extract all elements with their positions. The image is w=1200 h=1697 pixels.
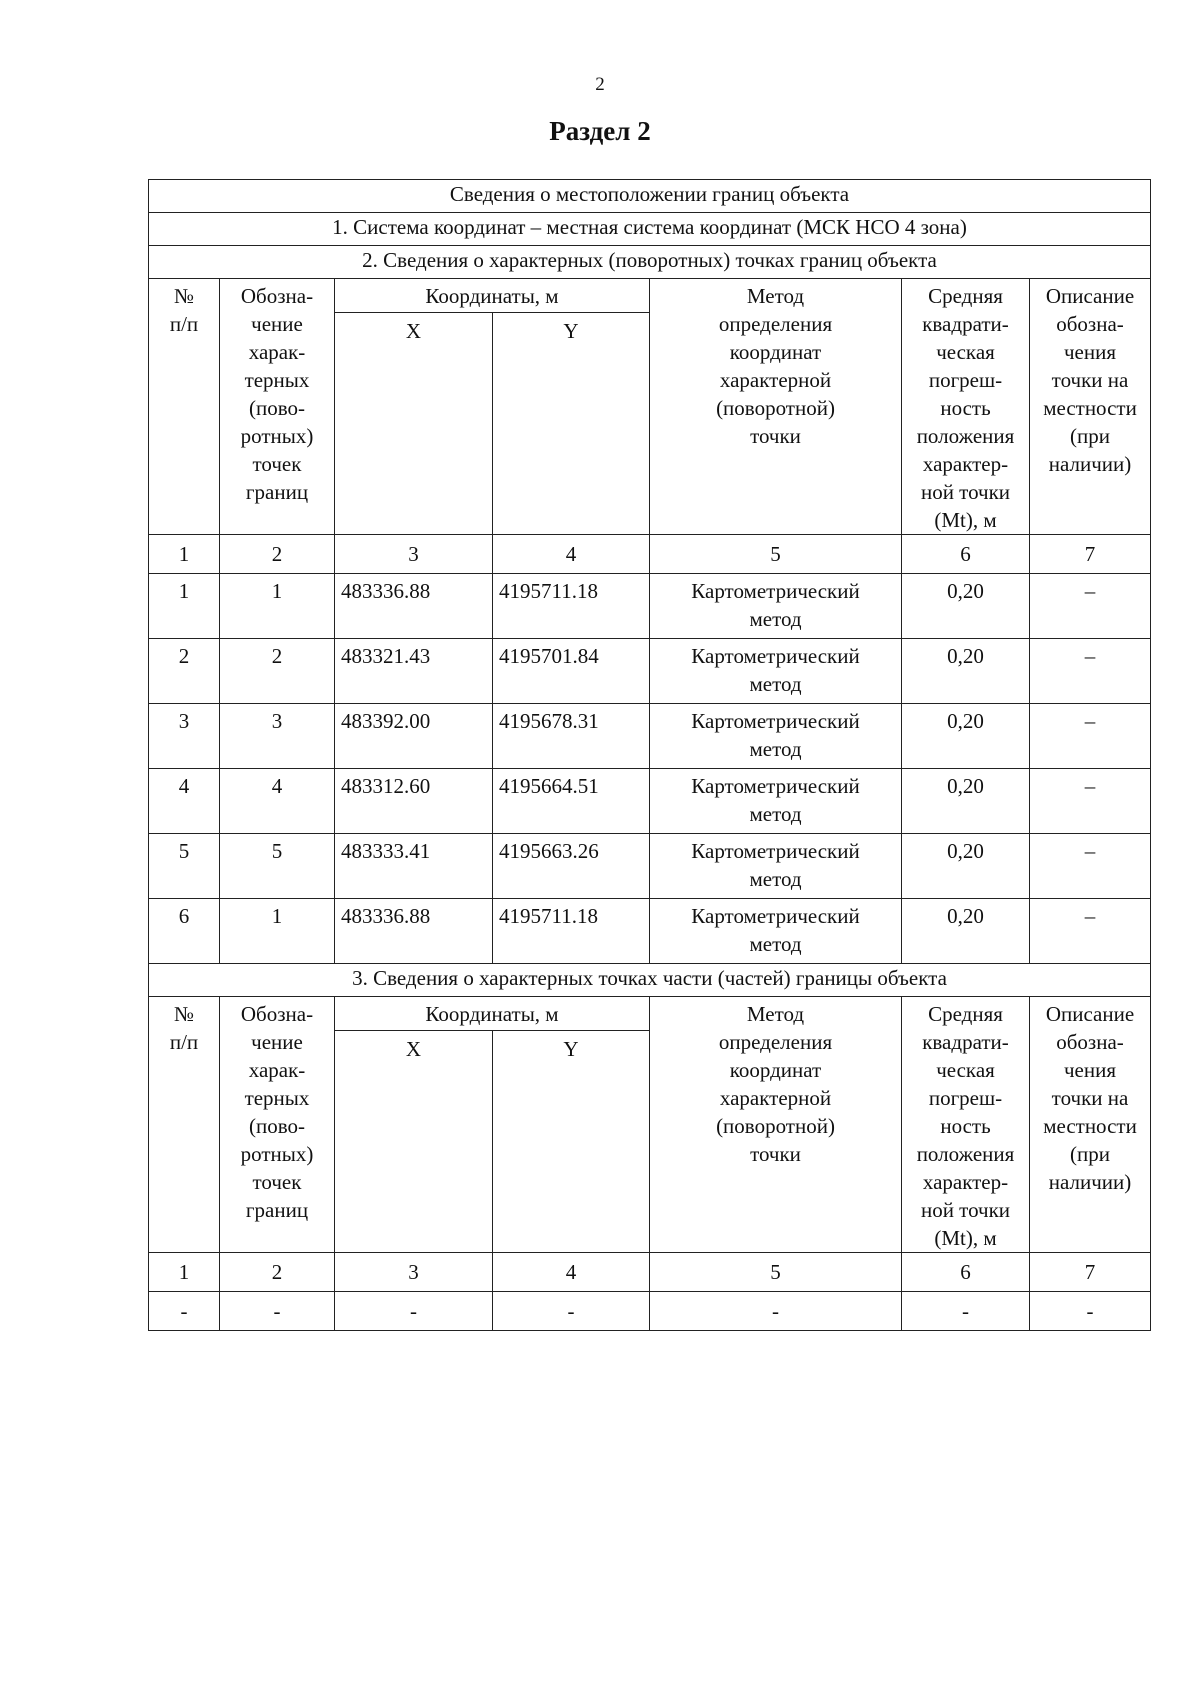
header-designation: Обозна- чение харак- терных (пово- ротных) точек границ: [220, 997, 335, 1253]
cell-description: –: [1030, 704, 1151, 769]
cell-description: –: [1030, 769, 1151, 834]
cell-y: 4195701.84: [493, 639, 650, 704]
cell-empty: -: [1030, 1292, 1151, 1331]
header-x: X: [335, 313, 493, 535]
header-error: Средняя квадрати- ческая погреш- ность положения характер- ной точки (Mt), м: [902, 279, 1030, 535]
cell-designation: 2: [220, 639, 335, 704]
cell-description: –: [1030, 639, 1151, 704]
cell-method: Картометрический метод: [650, 639, 902, 704]
cell-method: Картометрический метод: [650, 899, 902, 964]
cell-num: 5: [149, 834, 220, 899]
cell-empty: -: [650, 1292, 902, 1331]
column-number: 1: [149, 535, 220, 574]
header-coords: Координаты, м: [335, 279, 650, 313]
cell-x: 483336.88: [335, 574, 493, 639]
cell-num: 1: [149, 574, 220, 639]
header-y: Y: [493, 1031, 650, 1253]
cell-x: 483336.88: [335, 899, 493, 964]
cell-designation: 1: [220, 574, 335, 639]
cell-empty: -: [493, 1292, 650, 1331]
cell-empty: -: [149, 1292, 220, 1331]
column-number: 5: [650, 1253, 902, 1292]
column-number: 6: [902, 1253, 1030, 1292]
cell-error: 0,20: [902, 769, 1030, 834]
header-method: Метод определения координат характерной (поворотной) точки: [650, 997, 902, 1253]
section3-title: 3. Сведения о характерных точках части (частей) границы объекта: [149, 964, 1151, 997]
section-title: Раздел 2: [549, 116, 651, 146]
cell-num: 4: [149, 769, 220, 834]
column-number: 2: [220, 535, 335, 574]
table-title: Сведения о местоположении границ объекта: [149, 180, 1151, 213]
header-num: № п/п: [149, 997, 220, 1253]
cell-num: 3: [149, 704, 220, 769]
table-row: [149, 704, 1151, 769]
cell-error: 0,20: [902, 574, 1030, 639]
cell-designation: 5: [220, 834, 335, 899]
cell-designation: 3: [220, 704, 335, 769]
cell-description: –: [1030, 834, 1151, 899]
column-number: 3: [335, 535, 493, 574]
column-number: 6: [902, 535, 1030, 574]
coord-system-row: 1. Система координат – местная система координат (МСК НСО 4 зона): [149, 213, 1151, 246]
section2-title: 2. Сведения о характерных (поворотных) точках границ объекта: [149, 246, 1151, 279]
cell-description: –: [1030, 899, 1151, 964]
cell-y: 4195678.31: [493, 704, 650, 769]
cell-empty: -: [220, 1292, 335, 1331]
cell-x: 483392.00: [335, 704, 493, 769]
header-description: Описание обозна- чения точки на местности (при наличии): [1030, 997, 1151, 1253]
cell-method: Картометрический метод: [650, 769, 902, 834]
table-row: [149, 834, 1151, 899]
header-description: Описание обозна- чения точки на местности (при наличии): [1030, 279, 1151, 535]
cell-designation: 1: [220, 899, 335, 964]
boundary-table: [148, 179, 1151, 1331]
column-number: 5: [650, 535, 902, 574]
header-method: Метод определения координат характерной (поворотной) точки: [650, 279, 902, 535]
header-x: X: [335, 1031, 493, 1253]
cell-x: 483321.43: [335, 639, 493, 704]
cell-empty: -: [335, 1292, 493, 1331]
cell-method: Картометрический метод: [650, 704, 902, 769]
column-number: 4: [493, 1253, 650, 1292]
table-row: [149, 639, 1151, 704]
column-number: 7: [1030, 1253, 1151, 1292]
cell-error: 0,20: [902, 899, 1030, 964]
header-designation: Обозна- чение харак- терных (пово- ротных) точек границ: [220, 279, 335, 535]
cell-y: 4195664.51: [493, 769, 650, 834]
column-number: 2: [220, 1253, 335, 1292]
cell-designation: 4: [220, 769, 335, 834]
cell-num: 2: [149, 639, 220, 704]
cell-description: –: [1030, 574, 1151, 639]
header-coords: Координаты, м: [335, 997, 650, 1031]
table-row: [149, 769, 1151, 834]
cell-y: 4195711.18: [493, 574, 650, 639]
cell-error: 0,20: [902, 704, 1030, 769]
cell-x: 483312.60: [335, 769, 493, 834]
column-number: 3: [335, 1253, 493, 1292]
cell-empty: -: [902, 1292, 1030, 1331]
table-row: [149, 1292, 1151, 1331]
cell-error: 0,20: [902, 834, 1030, 899]
column-number: 7: [1030, 535, 1151, 574]
column-number: 1: [149, 1253, 220, 1292]
cell-num: 6: [149, 899, 220, 964]
cell-method: Картометрический метод: [650, 834, 902, 899]
page-number: 2: [595, 74, 605, 95]
cell-x: 483333.41: [335, 834, 493, 899]
cell-y: 4195711.18: [493, 899, 650, 964]
header-error: Средняя квадрати- ческая погреш- ность положения характер- ной точки (Mt), м: [902, 997, 1030, 1253]
header-num: № п/п: [149, 279, 220, 535]
table-row: [149, 899, 1151, 964]
table-row: [149, 574, 1151, 639]
cell-y: 4195663.26: [493, 834, 650, 899]
cell-method: Картометрический метод: [650, 574, 902, 639]
cell-error: 0,20: [902, 639, 1030, 704]
column-number: 4: [493, 535, 650, 574]
header-y: Y: [493, 313, 650, 535]
